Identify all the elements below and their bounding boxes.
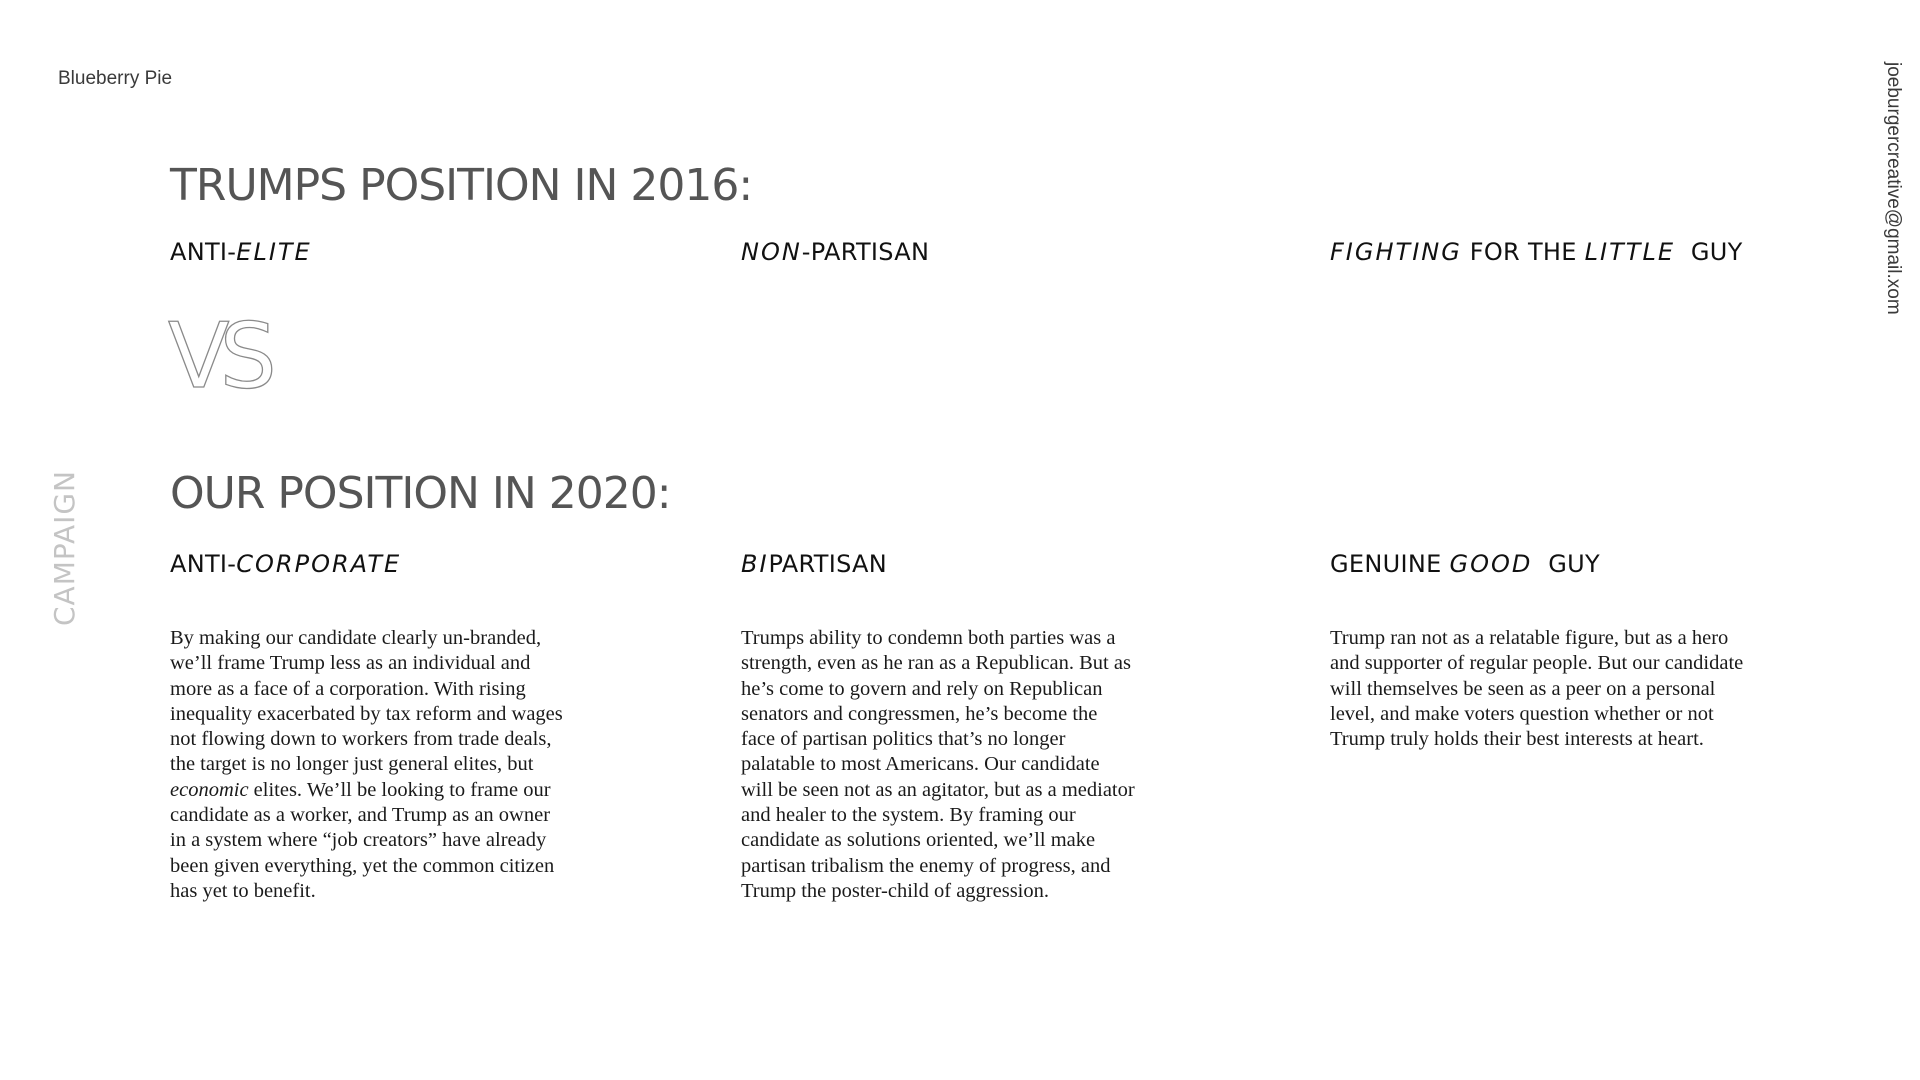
body-anti-corporate [170,626,565,904]
contact-email: joeburgercreative@gmail.xom [1883,62,1904,315]
position-text: FOR THE [1461,238,1585,266]
position-2020-bipartisan [741,550,887,578]
position-text: GUY [1674,238,1743,266]
position-text: ANTI- [170,238,237,266]
body-bipartisan: Trumps ability to condemn both parties was a strength, even as he ran as a Republican. But as he’s come to govern and rely on Republican senators and congressmen, he’s become the face of partisan politics that’s no longer palatable to most Americans. Our candidate will be seen not as an agitator, but as a mediator and healer to the system. By framing our candidate as solutions oriented, we’ll make partisan tribalism the enemy of progress, and Trump the poster-child of aggression. [741,627,1135,902]
body-emphasis: economic [170,778,249,801]
brand-name: Blueberry Pie [58,68,173,89]
position-emphasis: ELITE [236,238,312,266]
position-text: GENUINE [1330,550,1450,578]
versus-mark: VS [168,304,267,409]
body-text: By making our candidate clearly un-branded, we’ll frame Trump less as an individual and more as a face of a corporation. With rising inequality exacerbated by tax reform and wages not flowing down to workers from trade deals, the target is no longer just general elites, but [170,627,563,776]
body-text: elites. We’ll be looking to frame our candidate as a worker, and Trump as an owner in a system where “job creators” have already been given everything, yet the common citizen has yet to benefit. [170,778,555,902]
position-2016-non-partisan [741,238,929,266]
heading-2016: TRUMPS POSITION IN 2016: [170,160,753,211]
position-emphasis: LITTLE [1584,238,1675,266]
position-text: GUY [1532,550,1600,578]
position-text: ANTI- [170,550,237,578]
position-emphasis: BI [741,550,769,578]
position-2020-anti-corporate [170,550,401,578]
position-emphasis: FIGHTING [1330,238,1462,266]
position-emphasis: GOOD [1449,550,1533,578]
position-2016-little-guy [1330,238,1743,266]
position-emphasis: NON [741,238,802,266]
position-2020-good-guy [1330,550,1600,578]
position-2016-anti-elite [170,238,312,266]
position-text: PARTISAN [768,550,888,578]
body-good-guy: Trump ran not as a relatable figure, but as a hero and supporter of regular people. But our candidate will themselves be seen as a peer on a personal level, and make voters question whether or not Trump truly holds their best interests at heart. [1330,627,1744,751]
position-text: -PARTISAN [801,238,930,266]
section-label: CAMPAIGN [48,470,81,627]
position-emphasis: CORPORATE [236,550,402,578]
heading-2020: OUR POSITION IN 2020: [170,468,671,519]
